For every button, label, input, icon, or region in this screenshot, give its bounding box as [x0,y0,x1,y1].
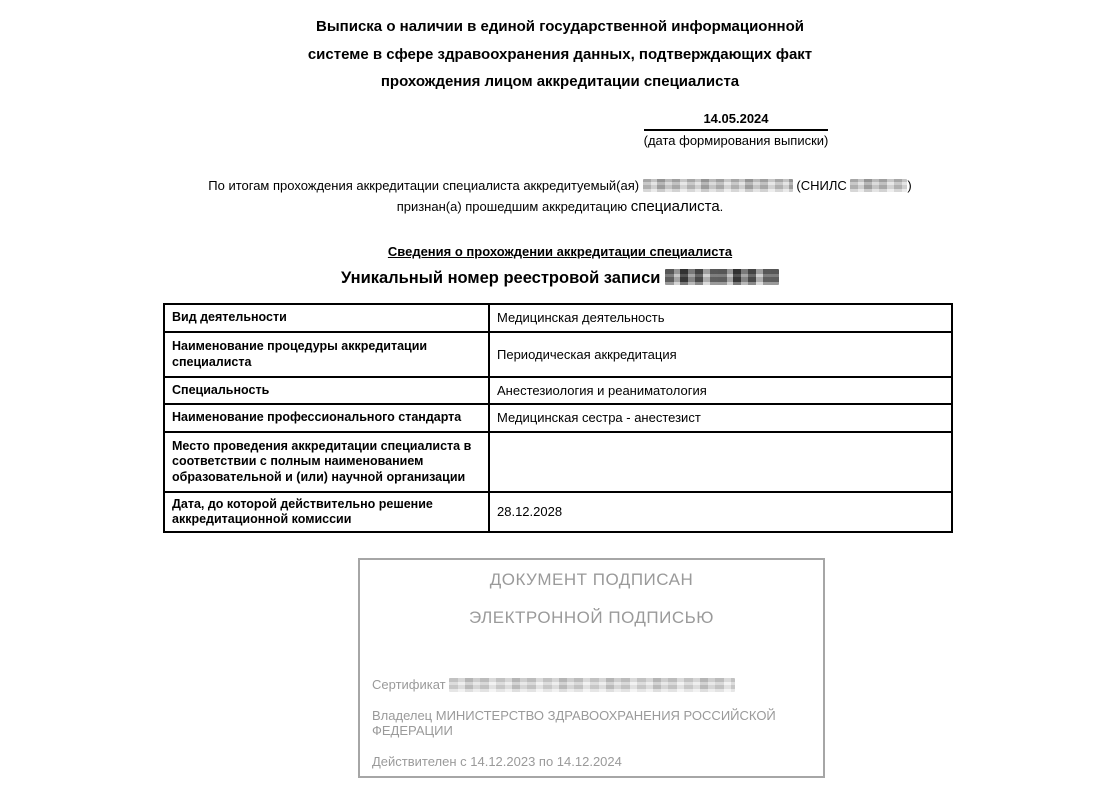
accreditation-table [163,303,953,533]
snils-label: (СНИЛС [796,178,847,193]
certificate-line [372,677,813,693]
certificate-owner: Владелец МИНИСТЕРСТВО ЗДРАВООХРАНЕНИЯ РОССИЙСКОЙ ФЕДЕРАЦИИ [372,707,776,738]
intro-line2-period: . [719,199,724,214]
field-label-cell: Место проведения аккредитации специалиста в соответствии с полным наименованием образовательной и (или) научной организации [164,432,489,492]
signature-title-line-2: ЭЛЕКТРОННОЙ ПОДПИСЬЮ [469,608,714,627]
field-label-cell: Дата, до которой действительно решение аккредитационной комиссии [164,492,489,532]
table-row [164,332,952,377]
document-title [0,13,1120,96]
redacted-snils-number [850,179,907,192]
document-title-line-3: прохождения лицом аккредитации специалиста [380,73,740,90]
field-value-cell: 28.12.2028 [489,492,952,532]
snils-close-paren: ) [907,178,912,193]
document-title-line-2: системе в сфере здравоохранения данных, подтверждающих факт [307,45,813,63]
intro-line-2 [60,196,1060,217]
intro-paragraph [60,175,1060,217]
intro-before-name: По итогам прохождения аккредитации специалиста аккредитуемый(ая) [208,178,640,193]
intro-line-1 [60,175,1060,196]
field-value-cell: Медицинская деятельность [489,304,952,332]
registry-number-label: Уникальный номер реестровой записи [340,269,661,287]
field-value-cell: Анестезиология и реаниматология [489,377,952,404]
table-row [164,404,952,432]
intro-line2-text: признан(а) прошедшим аккредитацию [396,199,628,214]
extract-date: 14.05.2024 [644,111,828,131]
field-value-cell: Периодическая аккредитация [489,332,952,377]
table-row [164,304,952,332]
redacted-certificate-number [449,678,735,692]
extract-date-caption: (дата формирования выписки) [643,133,829,148]
redacted-person-name [643,179,793,192]
certificate-validity: Действителен с 14.12.2023 по 14.12.2024 [372,753,622,769]
electronic-signature-stamp [358,558,825,778]
signature-title-line-1: ДОКУМЕНТ ПОДПИСАН [489,570,694,589]
extract-date-block [638,111,834,148]
field-label-cell: Вид деятельности [164,304,489,332]
field-value-cell [489,432,952,492]
document-title-line-1: Выписка о наличии в единой государственной информационной [316,18,804,35]
registry-number-line [0,269,1120,288]
table-row [164,377,952,404]
certificate-label: Сертификат [372,677,446,692]
field-value-cell: Медицинская сестра - анестезист [489,404,952,432]
section-heading: Сведения о прохождении аккредитации специалиста [387,244,733,259]
field-label-cell: Наименование процедуры аккредитации специалиста [164,332,489,377]
field-label-cell: Наименование профессионального стандарта [164,404,489,432]
redacted-registry-number [665,269,779,285]
table-row [164,492,952,532]
table-row [164,432,952,492]
field-label-cell: Специальность [164,377,489,404]
intro-line2-emphasis: специалиста [630,198,720,215]
signature-details [372,677,813,769]
